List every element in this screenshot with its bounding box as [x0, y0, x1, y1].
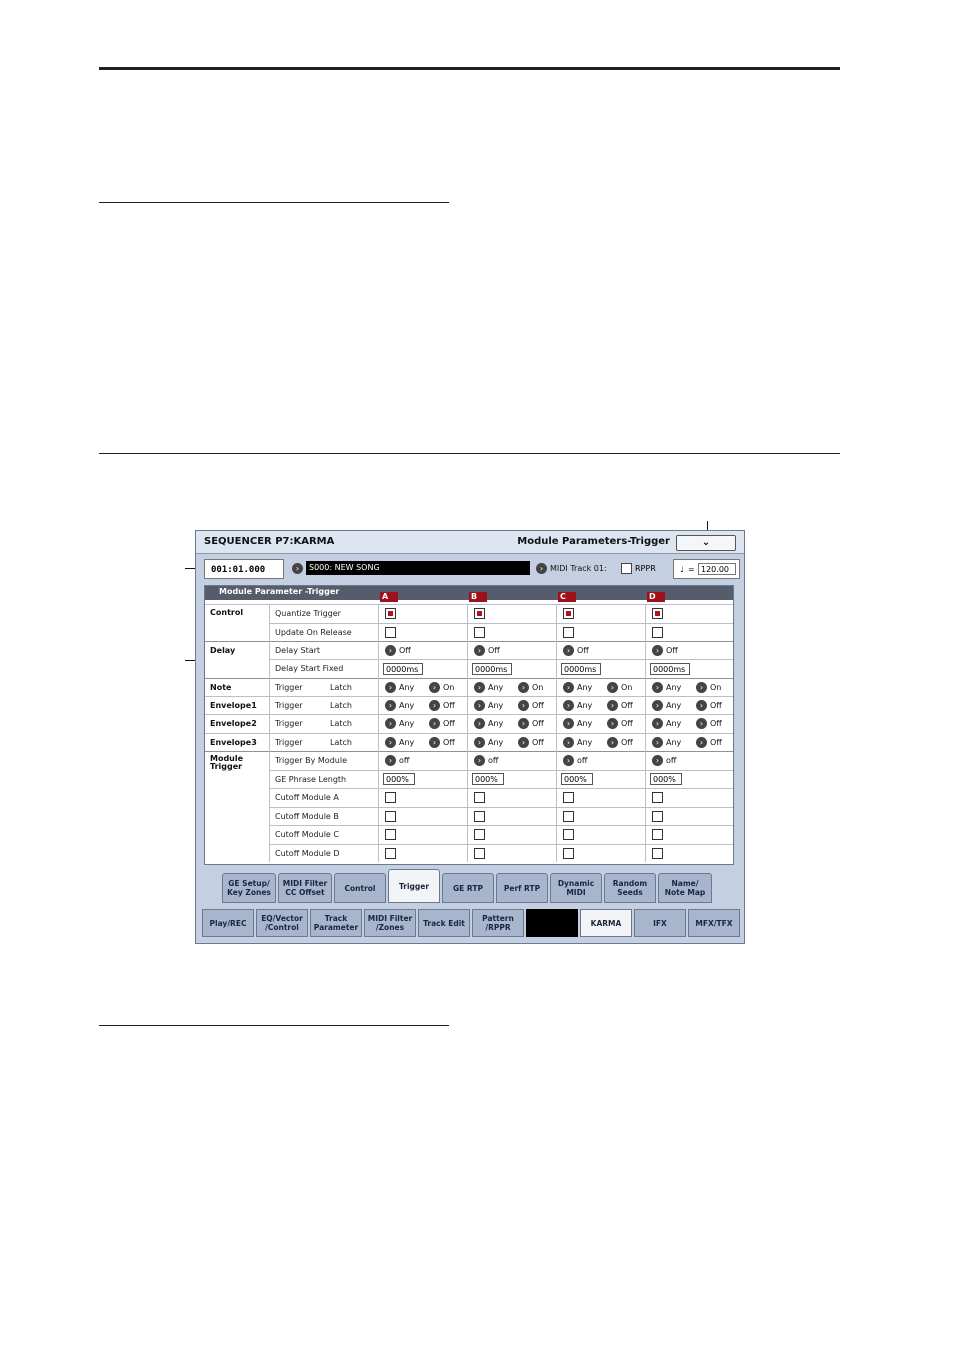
popup-icon: ›	[652, 645, 663, 656]
tab-ge-rtp[interactable]: GE RTP	[442, 873, 494, 903]
param-cutoff-module-c: Cutoff Module C	[275, 830, 339, 839]
song-name[interactable]: S000: NEW SONG	[306, 561, 530, 575]
divider	[269, 807, 733, 808]
param-trigger-by-module: Trigger By Module	[275, 756, 347, 765]
tempo-value[interactable]: 120.00	[698, 563, 736, 575]
env3-latch-b[interactable]	[518, 737, 544, 748]
divider	[556, 604, 557, 862]
section-rule-2	[99, 453, 840, 454]
note-trigger-c-value: Any	[577, 683, 593, 692]
env3-latch-c[interactable]	[607, 737, 633, 748]
module-parameter-panel	[204, 585, 734, 865]
note-trigger-d[interactable]	[652, 682, 681, 693]
tab-random-seeds[interactable]: Random Seeds	[604, 873, 656, 903]
divider	[269, 825, 733, 826]
location-display[interactable]: 001:01.000	[204, 559, 284, 579]
popup-icon: ›	[474, 755, 485, 766]
section-rule-1	[99, 202, 449, 203]
delay-start-b[interactable]	[474, 645, 500, 656]
divider	[205, 678, 733, 679]
divider	[269, 623, 733, 624]
env3-trigger-c[interactable]	[563, 737, 592, 748]
env2-trigger-b[interactable]	[474, 718, 503, 729]
group-envelope3: Envelope3	[210, 738, 257, 747]
divider	[269, 659, 733, 660]
env1-trigger-d[interactable]	[652, 700, 681, 711]
env1-latch-a[interactable]	[429, 700, 455, 711]
module-d-tag: D	[647, 592, 665, 602]
popup-icon: ›	[385, 718, 396, 729]
module-a-tag: A	[380, 592, 398, 602]
cutoff-b-b-checkbox[interactable]	[474, 811, 485, 822]
note-latch-d[interactable]	[696, 682, 721, 693]
env1-trigger-d-value: Any	[666, 701, 682, 710]
divider	[205, 733, 733, 734]
delay-start-c-value: Off	[577, 646, 589, 655]
section-rule-3	[99, 1025, 449, 1026]
trigger-by-module-c-value: off	[577, 756, 588, 765]
param-cutoff-module-d: Cutoff Module D	[275, 849, 340, 858]
gtab-track-edit[interactable]: Track Edit	[418, 909, 470, 937]
env2-latch-a[interactable]	[429, 718, 455, 729]
env3-latch-d[interactable]	[696, 737, 722, 748]
popup-icon: ›	[652, 682, 663, 693]
ge-phrase-length-c-field[interactable]: 000%	[561, 773, 593, 785]
popup-icon: ›	[474, 737, 485, 748]
env1-trigger-c-value: Any	[577, 701, 593, 710]
popup-icon: ›	[385, 682, 396, 693]
top-rule	[99, 67, 840, 70]
ge-phrase-length-b-field[interactable]: 000%	[472, 773, 504, 785]
tab-name-note-map[interactable]: Name/ Note Map	[658, 873, 712, 903]
divider	[205, 751, 733, 752]
midi-track-popup-icon[interactable]: ›	[536, 563, 547, 574]
popup-icon: ›	[696, 682, 707, 693]
midi-track-label: MIDI Track 01:	[550, 564, 607, 573]
info-bar	[204, 559, 736, 581]
page-menu-button[interactable]	[676, 535, 736, 551]
divider	[205, 696, 733, 697]
env3-trigger-a[interactable]	[385, 737, 414, 748]
divider	[269, 788, 733, 789]
divider	[645, 604, 646, 862]
gtab-pattern-rppr[interactable]: Pattern /RPPR	[472, 909, 524, 937]
env2-latch-c[interactable]	[607, 718, 633, 729]
popup-icon: ›	[607, 682, 618, 693]
cutoff-d-b-checkbox[interactable]	[474, 848, 485, 859]
env3-latch-d-value: Off	[710, 738, 722, 747]
note-latch-d-value: On	[710, 683, 722, 692]
tab-trigger[interactable]: Trigger	[388, 869, 440, 903]
param-cutoff-module-a: Cutoff Module A	[275, 793, 339, 802]
env2-trigger-c[interactable]	[563, 718, 592, 729]
tempo-box[interactable]	[673, 559, 740, 579]
rppr-checkbox[interactable]	[621, 563, 632, 574]
divider	[205, 641, 733, 642]
popup-icon: ›	[652, 700, 663, 711]
env3-latch-c-value: Off	[621, 738, 633, 747]
env1-latch-a-value: Off	[443, 701, 455, 710]
divider	[205, 604, 733, 605]
env1-trigger-c[interactable]	[563, 700, 592, 711]
env2-trigger-a[interactable]	[385, 718, 414, 729]
param-update-on-release: Update On Release	[275, 628, 352, 637]
popup-icon: ›	[652, 718, 663, 729]
divider	[205, 714, 733, 715]
cutoff-a-a-checkbox[interactable]	[385, 792, 396, 803]
popup-icon: ›	[518, 700, 529, 711]
param-env1-trigger: Trigger	[275, 701, 303, 710]
gtab-mfx-tfx[interactable]: MFX/TFX	[688, 909, 740, 937]
trigger-by-module-a-value: off	[399, 756, 410, 765]
popup-icon: ›	[563, 682, 574, 693]
popup-icon: ›	[474, 700, 485, 711]
popup-icon: ›	[518, 682, 529, 693]
karma-screen	[195, 530, 745, 944]
tab-control[interactable]: Control	[334, 873, 386, 903]
trigger-by-module-d[interactable]	[652, 755, 676, 766]
param-ge-phrase-length: GE Phrase Length	[275, 775, 347, 784]
cutoff-d-d-checkbox[interactable]	[652, 848, 663, 859]
quantize-trigger-a-checkbox[interactable]	[385, 608, 396, 619]
gtab-play-rec[interactable]: Play/REC	[202, 909, 254, 937]
popup-icon: ›	[652, 755, 663, 766]
trigger-by-module-c[interactable]	[563, 755, 587, 766]
cutoff-c-a-checkbox[interactable]	[385, 829, 396, 840]
env2-latch-d-value: Off	[710, 719, 722, 728]
cutoff-c-b-checkbox[interactable]	[474, 829, 485, 840]
cutoff-d-c-checkbox[interactable]	[563, 848, 574, 859]
env3-latch-a[interactable]	[429, 737, 455, 748]
trigger-by-module-a[interactable]	[385, 755, 409, 766]
popup-icon: ›	[429, 718, 440, 729]
popup-icon: ›	[696, 700, 707, 711]
popup-icon: ›	[607, 718, 618, 729]
page-title: Module Parameters-Trigger	[517, 536, 670, 547]
note-latch-a-value: On	[443, 683, 455, 692]
popup-icon: ›	[563, 645, 574, 656]
popup-icon: ›	[607, 700, 618, 711]
param-env1-latch: Latch	[330, 701, 352, 710]
note-trigger-a[interactable]	[385, 682, 414, 693]
env2-latch-b[interactable]	[518, 718, 544, 729]
module-c-tag: C	[558, 592, 576, 602]
env1-latch-d-value: Off	[710, 701, 722, 710]
group-module-trigger: Module Trigger	[210, 754, 244, 771]
env3-latch-b-value: Off	[532, 738, 544, 747]
param-delay-start: Delay Start	[275, 646, 321, 655]
delay-start-fixed-b-field[interactable]: 0000ms	[472, 663, 512, 675]
tab-ge-setup[interactable]: GE Setup/ Key Zones	[222, 873, 276, 903]
env3-trigger-d[interactable]	[652, 737, 681, 748]
popup-icon: ›	[385, 755, 396, 766]
param-env2-latch: Latch	[330, 719, 352, 728]
divider	[269, 844, 733, 845]
update-on-release-a-checkbox[interactable]	[385, 627, 396, 638]
popup-icon: ›	[563, 718, 574, 729]
env2-trigger-c-value: Any	[577, 719, 593, 728]
note-trigger-b[interactable]	[474, 682, 503, 693]
tab-dynamic-midi[interactable]: Dynamic MIDI	[550, 873, 602, 903]
cutoff-c-c-checkbox[interactable]	[563, 829, 574, 840]
cutoff-a-b-checkbox[interactable]	[474, 792, 485, 803]
env1-latch-d[interactable]	[696, 700, 722, 711]
param-note-latch: Latch	[330, 683, 352, 692]
env1-latch-b[interactable]	[518, 700, 544, 711]
env3-trigger-b[interactable]	[474, 737, 503, 748]
popup-icon: ›	[429, 700, 440, 711]
popup-icon: ›	[474, 718, 485, 729]
note-latch-a[interactable]	[429, 682, 454, 693]
popup-icon: ›	[607, 737, 618, 748]
cutoff-a-c-checkbox[interactable]	[563, 792, 574, 803]
screen-header	[196, 531, 744, 554]
popup-icon: ›	[385, 737, 396, 748]
quarter-note-icon: ♩	[680, 565, 684, 574]
env3-latch-a-value: Off	[443, 738, 455, 747]
trigger-by-module-d-value: off	[666, 756, 677, 765]
popup-icon: ›	[474, 682, 485, 693]
update-on-release-c-checkbox[interactable]	[563, 627, 574, 638]
popup-icon: ›	[563, 737, 574, 748]
param-env3-latch: Latch	[330, 738, 352, 747]
env2-trigger-d-value: Any	[666, 719, 682, 728]
popup-icon: ›	[563, 700, 574, 711]
delay-start-a-value: Off	[399, 646, 411, 655]
cutoff-b-c-checkbox[interactable]	[563, 811, 574, 822]
quantize-trigger-d-checkbox[interactable]	[652, 608, 663, 619]
popup-icon: ›	[385, 700, 396, 711]
popup-icon: ›	[385, 645, 396, 656]
popup-icon: ›	[563, 755, 574, 766]
song-select-popup-icon[interactable]: ›	[292, 563, 303, 574]
param-env3-trigger: Trigger	[275, 738, 303, 747]
divider	[467, 604, 468, 862]
note-trigger-c[interactable]	[563, 682, 592, 693]
env2-latch-d[interactable]	[696, 718, 722, 729]
popup-icon: ›	[429, 682, 440, 693]
quantize-trigger-b-checkbox[interactable]	[474, 608, 485, 619]
note-latch-c[interactable]	[607, 682, 632, 693]
note-trigger-a-value: Any	[399, 683, 415, 692]
delay-start-fixed-d-field[interactable]: 0000ms	[650, 663, 690, 675]
gtab-eq-vector[interactable]: EQ/Vector /Control	[256, 909, 308, 937]
cutoff-c-d-checkbox[interactable]	[652, 829, 663, 840]
ge-phrase-length-a-field[interactable]: 000%	[383, 773, 415, 785]
popup-icon: ›	[429, 737, 440, 748]
popup-icon: ›	[518, 718, 529, 729]
env3-trigger-b-value: Any	[488, 738, 504, 747]
note-latch-b[interactable]	[518, 682, 543, 693]
group-envelope1: Envelope1	[210, 701, 257, 710]
module-b-tag: B	[469, 592, 487, 602]
param-delay-start-fixed: Delay Start Fixed	[275, 664, 344, 673]
quantize-trigger-c-checkbox[interactable]	[563, 608, 574, 619]
env2-trigger-d[interactable]	[652, 718, 681, 729]
trigger-by-module-b[interactable]	[474, 755, 498, 766]
env2-trigger-a-value: Any	[399, 719, 415, 728]
gtab-midi-filter-zones[interactable]: MIDI Filter /Zones	[364, 909, 416, 937]
divider	[269, 770, 733, 771]
tempo-equals: =	[688, 565, 695, 574]
env1-trigger-b-value: Any	[488, 701, 504, 710]
delay-start-c[interactable]	[563, 645, 589, 656]
param-cutoff-module-b: Cutoff Module B	[275, 812, 339, 821]
env3-trigger-a-value: Any	[399, 738, 415, 747]
param-quantize-trigger: Quantize Trigger	[275, 609, 341, 618]
group-note: Note	[210, 683, 232, 692]
env1-latch-b-value: Off	[532, 701, 544, 710]
note-trigger-d-value: Any	[666, 683, 682, 692]
tab-perf-rtp[interactable]: Perf RTP	[496, 873, 548, 903]
param-env2-trigger: Trigger	[275, 719, 303, 728]
panel-title: Module Parameter -Trigger	[219, 587, 340, 596]
env3-trigger-d-value: Any	[666, 738, 682, 747]
cutoff-b-d-checkbox[interactable]	[652, 811, 663, 822]
param-note-trigger: Trigger	[275, 683, 303, 692]
rppr-label: RPPR	[635, 564, 656, 573]
env1-trigger-a[interactable]	[385, 700, 414, 711]
env3-trigger-c-value: Any	[577, 738, 593, 747]
delay-start-d[interactable]	[652, 645, 678, 656]
note-latch-c-value: On	[621, 683, 633, 692]
divider	[378, 604, 379, 862]
delay-start-fixed-a-field[interactable]: 0000ms	[383, 663, 423, 675]
env1-trigger-a-value: Any	[399, 701, 415, 710]
cutoff-b-a-checkbox[interactable]	[385, 811, 396, 822]
popup-icon: ›	[652, 737, 663, 748]
tab-midi-filter[interactable]: MIDI Filter CC Offset	[278, 873, 332, 903]
gtab-karma[interactable]: KARMA	[580, 909, 632, 937]
cutoff-d-a-checkbox[interactable]	[385, 848, 396, 859]
group-control: Control	[210, 608, 244, 617]
cutoff-a-d-checkbox[interactable]	[652, 792, 663, 803]
delay-start-b-value: Off	[488, 646, 500, 655]
gtab-ifx[interactable]: IFX	[634, 909, 686, 937]
group-delay: Delay	[210, 646, 236, 655]
note-latch-b-value: On	[532, 683, 544, 692]
update-on-release-d-checkbox[interactable]	[652, 627, 663, 638]
divider	[269, 604, 270, 862]
env2-latch-a-value: Off	[443, 719, 455, 728]
env2-latch-c-value: Off	[621, 719, 633, 728]
update-on-release-b-checkbox[interactable]	[474, 627, 485, 638]
note-trigger-b-value: Any	[488, 683, 504, 692]
ge-phrase-length-d-field[interactable]: 000%	[650, 773, 682, 785]
trigger-by-module-b-value: off	[488, 756, 499, 765]
gtab-blank	[526, 909, 578, 937]
env2-trigger-b-value: Any	[488, 719, 504, 728]
chevron-down-icon: ⌄	[701, 537, 711, 548]
env1-latch-c-value: Off	[621, 701, 633, 710]
group-envelope2: Envelope2	[210, 719, 257, 728]
delay-start-d-value: Off	[666, 646, 678, 655]
mode-title: SEQUENCER P7:KARMA	[204, 536, 335, 547]
env2-latch-b-value: Off	[532, 719, 544, 728]
popup-icon: ›	[518, 737, 529, 748]
popup-icon: ›	[696, 737, 707, 748]
popup-icon: ›	[696, 718, 707, 729]
gtab-track-parameter[interactable]: Track Parameter	[310, 909, 362, 937]
popup-icon: ›	[474, 645, 485, 656]
delay-start-a[interactable]	[385, 645, 411, 656]
env1-trigger-b[interactable]	[474, 700, 503, 711]
env1-latch-c[interactable]	[607, 700, 633, 711]
delay-start-fixed-c-field[interactable]: 0000ms	[561, 663, 601, 675]
